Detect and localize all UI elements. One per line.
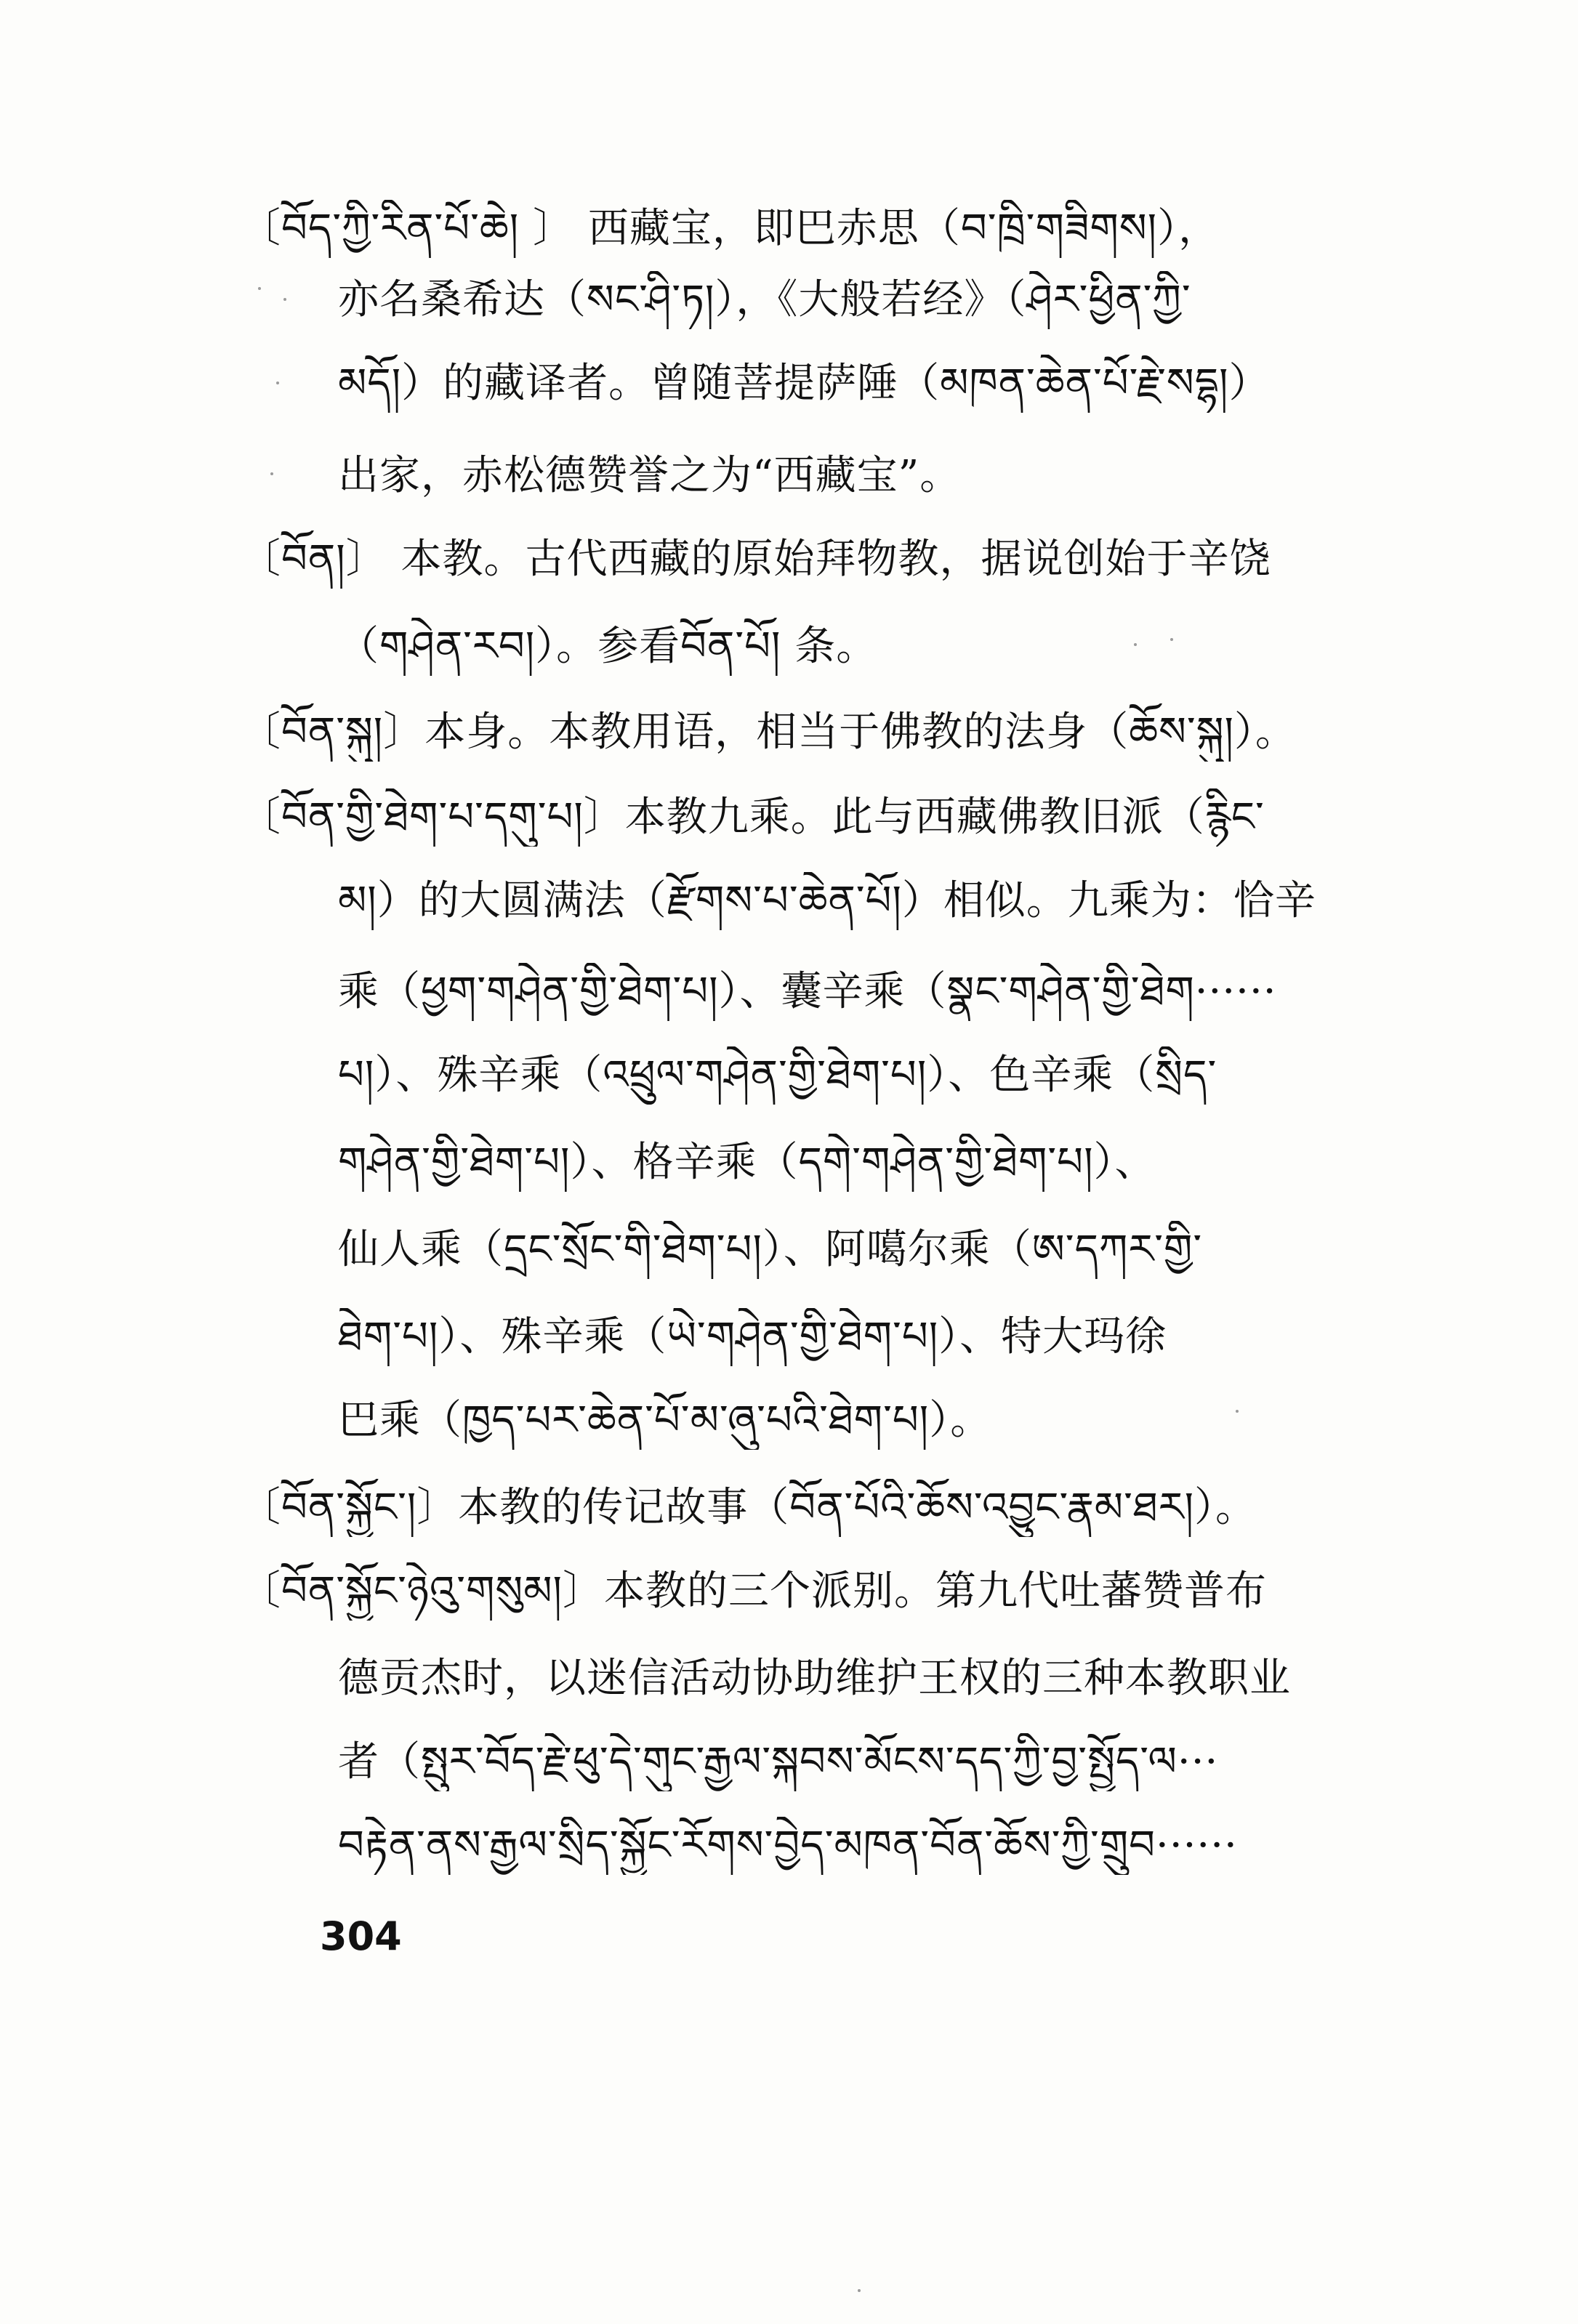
scan-speck bbox=[1170, 638, 1173, 641]
entry-1-line-1: 〔བོད་ཀྱི་རིན་པོ་ཆེ། 〕 西藏宝，即巴赤思（བ་ཁྲི་གཟིགས།）， bbox=[240, 205, 1220, 252]
scan-speck bbox=[858, 2289, 861, 2292]
entry-4-line-1: 〔བོན་གྱི་ཐེག་པ་དགུ་པ།〕本教九乘。此与西藏佛教旧派（རྙིང་ bbox=[240, 794, 1265, 841]
entry-5-line-1: 〔བོན་སྐྱོང་།〕本教的传记故事（བོན་པོའི་ཆོས་འབྱུང་རྣམ་ཐར།）。 bbox=[240, 1484, 1257, 1531]
scan-speck bbox=[1236, 1410, 1239, 1413]
entry-4-line-7: ཐེག་པ།）、殊辛乘（ཡེ་གཤེན་གྱི་ཐེག་པ།）、特大玛徐 bbox=[338, 1313, 1167, 1360]
entry-4-line-5: གཤེན་གྱི་ཐེག་པ།）、格辛乘（དགེ་གཤེན་གྱི་ཐེག་པ།）、 bbox=[338, 1139, 1156, 1186]
entry-1-line-2: 亦名桑希达（སང་ཤི་ཏ།），《大般若经》（ཤེར་ཕྱིན་ཀྱི་ bbox=[338, 276, 1191, 323]
page-number: 304 bbox=[320, 1913, 402, 1959]
scan-speck bbox=[283, 298, 286, 301]
scan-speck bbox=[1134, 643, 1137, 646]
entry-6-line-1: 〔བོན་སྐྱོང་ཉེའུ་གསུམ།〕本教的三个派别。第九代吐蕃赞普布 bbox=[240, 1568, 1267, 1615]
entry-1-line-3: མདོ།）的藏译者。曾随菩提萨陲（མཁན་ཆེན་པོ་རྗེ་སདྷ།） bbox=[338, 360, 1271, 407]
entry-6-line-4: བརྟེན་ནས་རྒྱལ་སྲིད་སྐྱོང་རོགས་བྱེད་མཁན་བོན་ཆོས་ཀྱི་གྲུབ······ bbox=[338, 1822, 1238, 1869]
entry-6-line-2: 德贡杰时，以迷信活动协助维护王权的三种本教职业 bbox=[338, 1655, 1291, 1702]
entry-1-line-4: 出家，赤松德赞誉之为“西藏宝”。 bbox=[338, 452, 962, 499]
scan-speck bbox=[270, 472, 273, 475]
entry-4-line-3: 乘（ཕྱག་གཤེན་གྱི་ཐེག་པ།）、囊辛乘（སྣང་གཤེན་གྱི་ཐེག······ bbox=[338, 968, 1277, 1015]
scan-speck bbox=[258, 287, 261, 290]
entry-4-line-4: པ།）、殊辛乘（འཕྲུལ་གཤེན་གྱི་ཐེག་པ།）、色辛乘（སྲིད་ bbox=[338, 1052, 1217, 1099]
entry-4-line-8: 巴乘（ཁྱད་པར་ཆེན་པོ་མ་ཞུ་པའི་ཐེག་པ།）。 bbox=[338, 1397, 992, 1444]
entry-2-line-1: 〔བོན།〕 本教。古代西藏的原始拜物教，据说创始于辛饶 bbox=[240, 536, 1271, 583]
scan-speck bbox=[276, 382, 279, 384]
entry-4-line-2: མ།）的大圆满法（རྫོགས་པ་ཆེན་པོ།）相似。九乘为：恰辛 bbox=[338, 877, 1316, 924]
entry-4-line-6: 仙人乘（དྲང་སྲོང་གི་ཐེག་པ།）、阿噶尔乘（ཨ་དཀར་གྱི་ bbox=[338, 1226, 1203, 1273]
entry-6-line-3: 者（སྤུར་བོད་རྗེ་ཕུ་དེ་གུང་རྒྱལ་སྐབས་མོངས་དད་ཀྱི་བྱ་སྤྱོད་ལ··· bbox=[338, 1738, 1219, 1786]
entry-3-line-1: 〔བོན་སྐུ།〕本身。本教用语，相当于佛教的法身（ཆོས་སྐུ།）。 bbox=[240, 709, 1297, 756]
entry-2-line-2: （གཤེན་རབ།）。参看བོན་པོ། 条。 bbox=[338, 623, 878, 670]
